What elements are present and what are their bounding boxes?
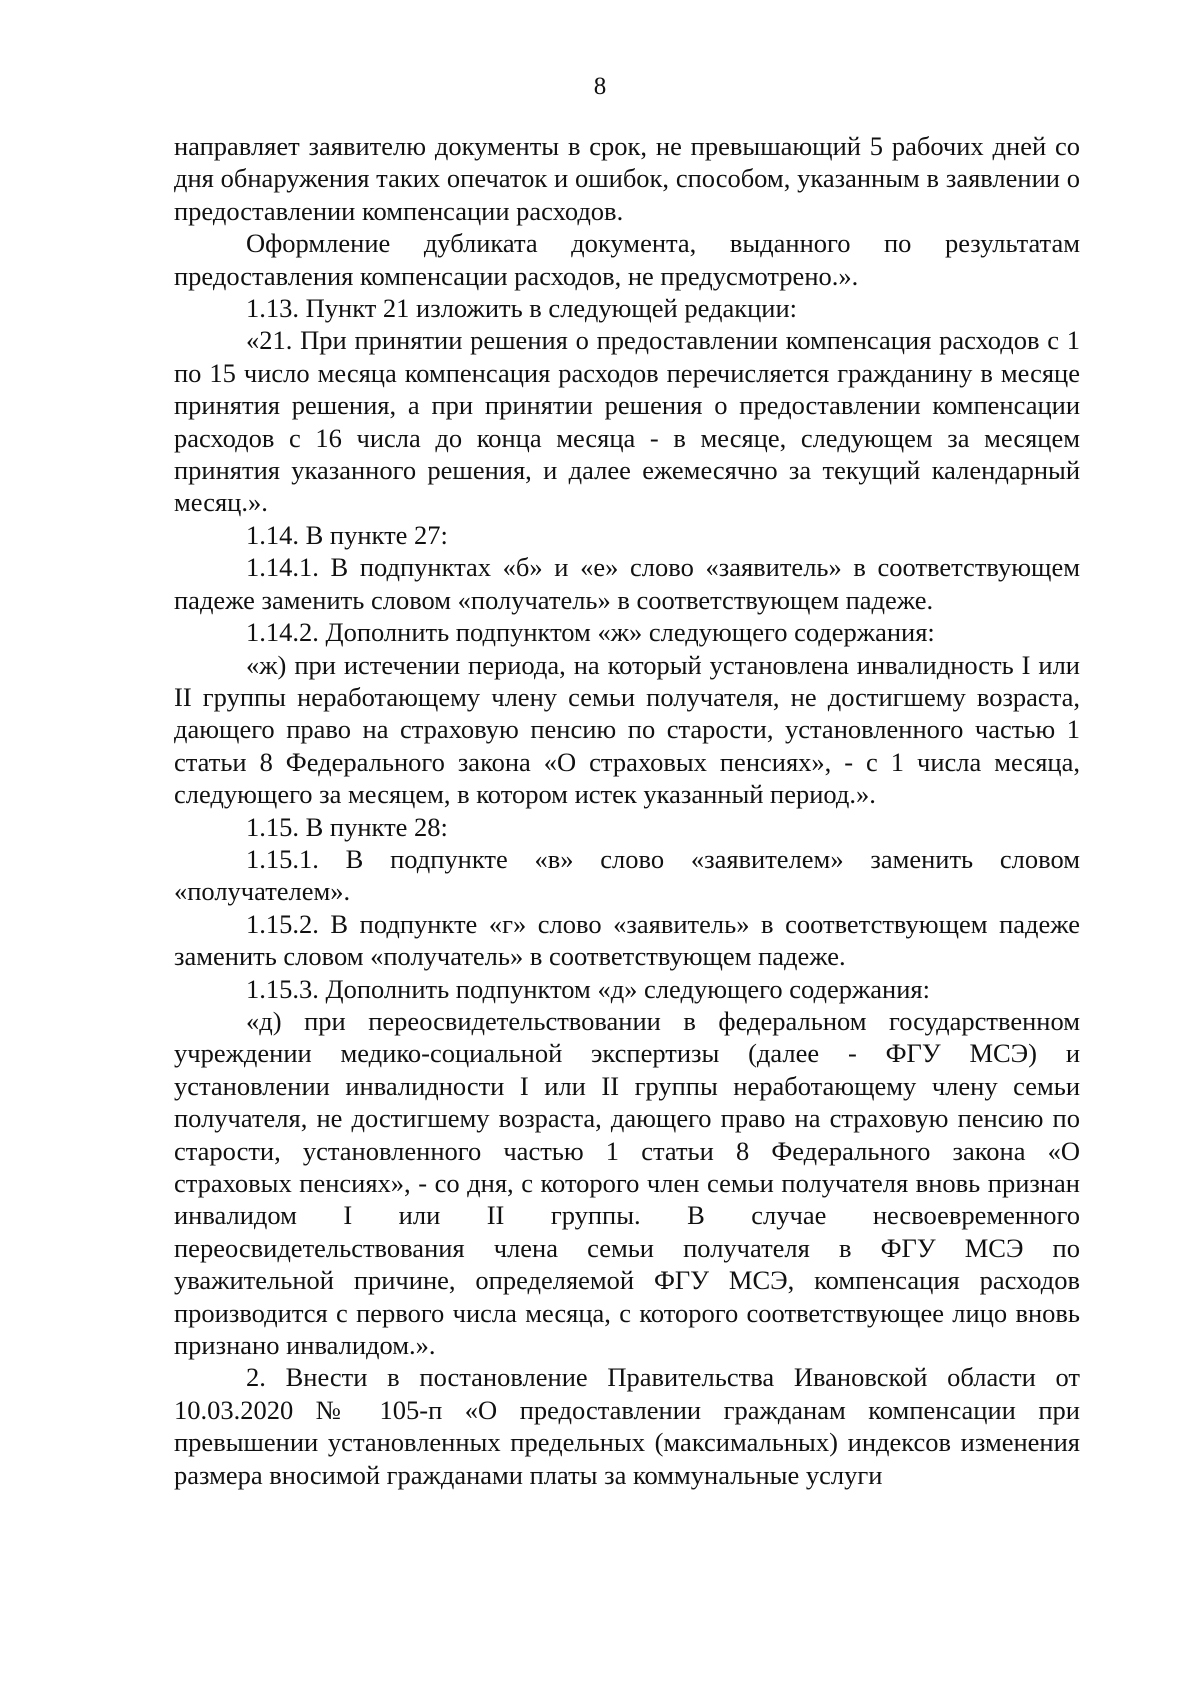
paragraph: 1.14. В пункте 27:: [246, 519, 448, 550]
document-body: [174, 130, 1080, 1491]
page-number: 8: [593, 73, 607, 100]
paragraph: 1.15.2. В подпункте «г» слово «заявитель» в соответствующем падеже заменить словом «получатель» в соответствующем падеже.: [174, 908, 1080, 972]
paragraph: 1.15.3. Дополнить подпунктом «д» следующего содержания:: [246, 973, 930, 1004]
paragraph: направляет заявителю документы в срок, не превышающий 5 рабочих дней со дня обнаружения таких опечаток и ошибок, способом, указанным в заявлении о предоставлении компенсации расходов.: [174, 131, 1080, 226]
paragraph: 1.13. Пункт 21 изложить в следующей редакции:: [246, 293, 798, 324]
paragraph: «ж) при истечении периода, на который установлена инвалидность I или II группы неработающему члену семьи получателя, не достигшему возраста, дающего право на страховую пенсию по старости, установленного частью 1 статьи 8 Федерального закона «О страховых пенсиях», - с 1 числа месяца, следующего за месяцем, в котором истек указанный период.».: [174, 649, 1080, 810]
paragraph: 1.15. В пункте 28:: [246, 811, 448, 842]
paragraph: 1.15.1. В подпункте «в» слово «заявителем» заменить словом «получателем».: [174, 843, 1080, 907]
paragraph: Оформление дубликата документа, выданного по результатам предоставления компенсации расходов, не предусмотрено.».: [174, 228, 1080, 291]
paragraph: «д) при переосвидетельствовании в федеральном государственном учреждении медико-социальной экспертизы (далее - ФГУ МСЭ) и установлении инвалидности I или II группы неработающему члену семьи получателя, не достигшему возраста, дающего право на страховую пенсию по старости, установленного частью 1 статьи 8 Федерального закона «О страховых пенсиях», - со дня, с которого член семьи получателя вновь признан инвалидом I или II группы. В случае несвоевременного переосвидетельствования члена семьи получателя в ФГУ МСЭ по уважительной причине, определяемой ФГУ МСЭ, компенсация расходов производится с первого числа месяца, с которого соответствующее лицо вновь признано инвалидом.».: [174, 1005, 1080, 1361]
paragraph: 1.14.2. Дополнить подпунктом «ж» следующего содержания:: [246, 617, 935, 648]
paragraph: «21. При принятии решения о предоставлении компенсация расходов с 1 по 15 число месяца компенсация расходов перечисляется гражданину в месяце принятия решения, а при принятии решения о предоставлении компенсации расходов с 16 числа до конца месяца - в месяце, следующем за месяцем принятия указанного решения, и далее ежемесячно за текущий календарный месяц.».: [174, 325, 1080, 518]
paragraph: 2. Внести в постановление Правительства Ивановской области от 10.03.2020 № 105-п «О предоставлении гражданам компенсации при превышении установленных предельных (максимальных) индексов изменения размера вносимой гражданами платы за коммунальные услуги: [174, 1362, 1080, 1490]
paragraph: 1.14.1. В подпунктах «б» и «е» слово «заявитель» в соответствующем падеже заменить словом «получатель» в соответствующем падеже.: [174, 552, 1080, 615]
